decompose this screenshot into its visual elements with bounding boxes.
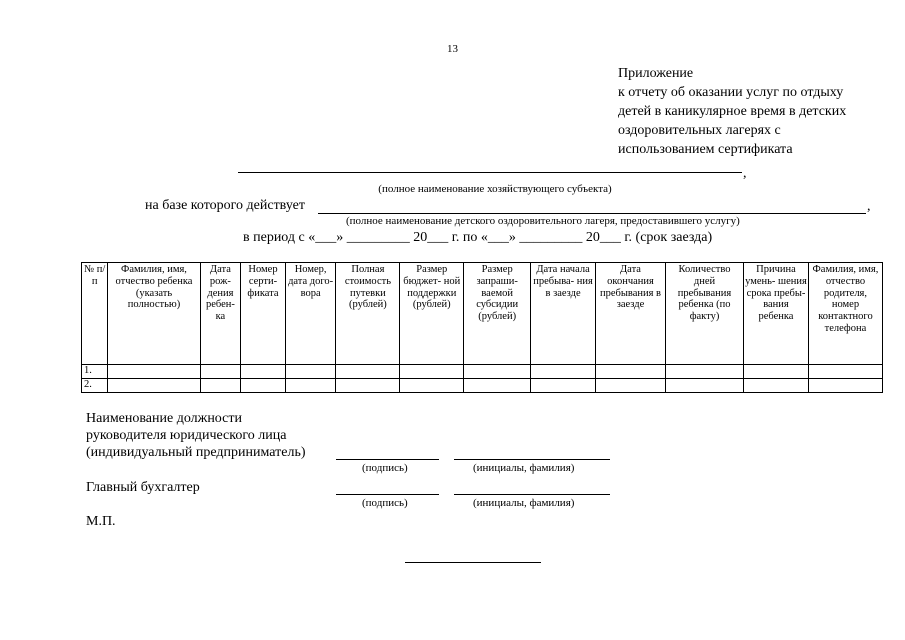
appendix-line: Приложение (618, 66, 694, 81)
table-cell (285, 379, 336, 393)
table-cell: 2. (82, 379, 108, 393)
position-label-line: (индивидуальный предприниматель) (86, 445, 306, 460)
chief-accountant-label: Главный бухгалтер (86, 480, 200, 495)
stamp-label: М.П. (86, 514, 116, 529)
position-label-line: Наименование должности (86, 411, 242, 426)
header-cell-birth-date: Дата рож- дения ребен- ка (200, 263, 241, 365)
header-cell-subsidy: Размер запраши- ваемой субсидии (рублей) (464, 263, 531, 365)
table-cell (665, 379, 743, 393)
table-cell (464, 365, 531, 379)
appendix-line: оздоровительных лагерях с (618, 123, 781, 138)
accountant-name-line (454, 494, 610, 495)
entity-name-line (238, 172, 742, 173)
position-label (86, 410, 306, 461)
table-cell (108, 365, 200, 379)
header-cell-number: № п/п (82, 263, 108, 365)
table-cell (400, 379, 464, 393)
header-cell-reduction-reason: Причина умень- шения срока пребы- вания ребенка (744, 263, 809, 365)
bottom-separator-line (405, 562, 541, 563)
header-cell-budget-support: Размер бюджет- ной поддержки (рублей) (400, 263, 464, 365)
table-header-row (82, 263, 883, 365)
table-cell (531, 365, 596, 379)
table-cell (336, 379, 400, 393)
appendix-line: к отчету об оказании услуг по отдыху (618, 85, 844, 100)
entity-comma: , (743, 166, 747, 181)
camp-caption: (полное наименование детского оздоровительного лагеря, предоставившего услугу) (346, 215, 740, 227)
table-cell (596, 379, 666, 393)
head-name-line (454, 459, 610, 460)
table-cell (336, 365, 400, 379)
header-cell-days: Количество дней пребывания ребенка (по факту) (665, 263, 743, 365)
appendix-line: детей в каникулярное время в детских (618, 104, 847, 119)
header-cell-contract: Номер, дата дого- вора (285, 263, 336, 365)
appendix-line: использованием сертификата (618, 142, 793, 157)
position-label-line: руководителя юридического лица (86, 428, 287, 443)
accountant-name-caption: (инициалы, фамилия) (473, 497, 575, 509)
table-cell (200, 379, 241, 393)
table-cell (744, 379, 809, 393)
camp-label: на базе которого действует (145, 198, 305, 213)
head-signature-line (336, 459, 439, 460)
table-cell (665, 365, 743, 379)
table-row (82, 365, 883, 379)
header-cell-certificate: Номер серти- фиката (241, 263, 286, 365)
table-cell (531, 379, 596, 393)
header-cell-stay-end: Дата окончания пребывания в заезде (596, 263, 666, 365)
table-cell (400, 365, 464, 379)
accountant-signature-line (336, 494, 439, 495)
accountant-signature-caption: (подпись) (362, 497, 408, 509)
table-cell (200, 365, 241, 379)
camp-name-line (318, 213, 866, 214)
report-table (81, 262, 883, 393)
head-name-caption: (инициалы, фамилия) (473, 462, 575, 474)
header-cell-full-cost: Полная стоимость путевки (рублей) (336, 263, 400, 365)
table-cell (108, 379, 200, 393)
table-cell (464, 379, 531, 393)
table-cell (285, 365, 336, 379)
head-signature-caption: (подпись) (362, 462, 408, 474)
table-cell: 1. (82, 365, 108, 379)
header-cell-stay-start: Дата начала пребыва- ния в заезде (531, 263, 596, 365)
period-line: в период с «___» _________ 20___ г. по «___» _________ 20___ г. (срок заезда) (243, 230, 713, 245)
table-row (82, 379, 883, 393)
table-cell (241, 365, 286, 379)
entity-caption: (полное наименование хозяйствующего субъекта) (378, 183, 612, 195)
camp-comma: , (867, 199, 871, 214)
table-cell (744, 365, 809, 379)
header-cell-parent: Фамилия, имя, отчество родителя, номер контактного телефона (808, 263, 882, 365)
appendix-header (618, 64, 846, 159)
table-cell (808, 379, 882, 393)
page-number: 13 (447, 43, 458, 55)
table-cell (808, 365, 882, 379)
table-cell (241, 379, 286, 393)
table-cell (596, 365, 666, 379)
header-cell-child-name: Фамилия, имя, отчество ребенка (указать полностью) (108, 263, 200, 365)
